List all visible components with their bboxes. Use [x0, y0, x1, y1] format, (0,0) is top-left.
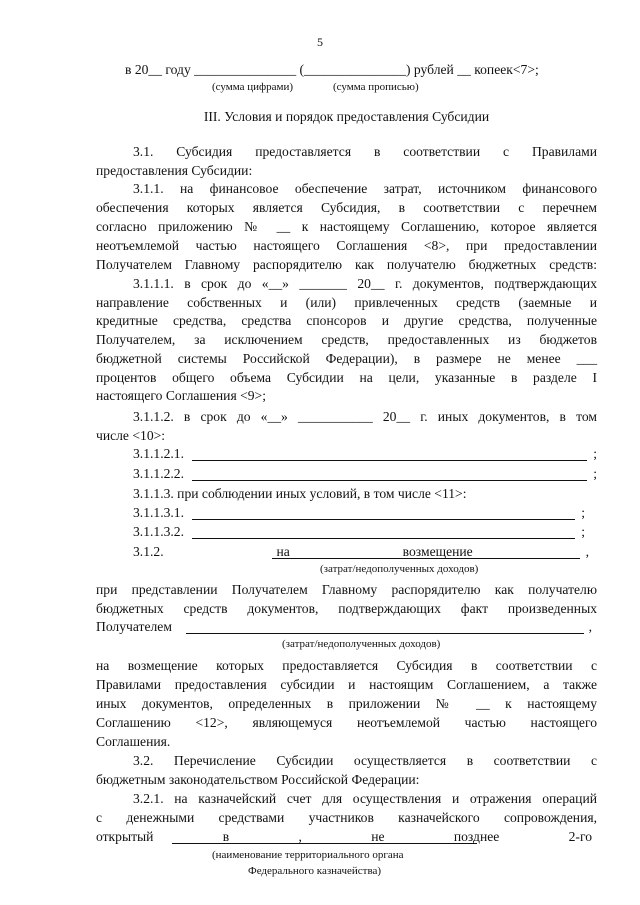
blank-line	[192, 460, 587, 461]
text-line: Соглашения.	[96, 734, 171, 749]
text-line: при представлении Получателем Главному распорядителю как получателю	[96, 582, 597, 597]
text-line: 3.2. Перечисление Субсидии осуществляется в соответствии с	[133, 753, 597, 768]
caption: (сумма прописью)	[333, 81, 419, 93]
blank-line	[186, 633, 584, 634]
caption: (затрат/недополученных доходов)	[282, 638, 441, 650]
text-line: направление собственных и (или) привлеченных средств (заемные и	[96, 295, 597, 310]
blank-line	[192, 519, 575, 520]
text-line: 3.1. Субсидия предоставляется в соответствии с Правилами	[133, 144, 597, 159]
text-line: Правилами предоставления субсидии и настоящим Соглашением, а также	[96, 677, 597, 692]
text-line: бюджетной системы Российской Федерации), в размере не менее ___	[96, 351, 597, 366]
blank-line	[192, 538, 575, 539]
caption: (наименование территориального органа	[212, 849, 404, 861]
text-line: настоящего Соглашения <9>;	[96, 388, 267, 403]
text-line: 3.1.1.2.1. ;	[133, 446, 597, 461]
text-line: 3.1.1.3.1. ;	[133, 505, 585, 520]
text-line: 3.1.1. на финансовое обеспечение затрат, источником финансового	[133, 181, 597, 196]
text-line: процентов общего объема Субсидии на цели, указанные в разделе I	[96, 370, 597, 385]
text-line: 3.1.2. на возмещение ,	[133, 544, 589, 559]
text-line: 3.1.1.2. в срок до «__» ___________ 20__ г. иных документов, в том	[133, 409, 597, 424]
blank-line	[272, 558, 580, 559]
text-line: Соглашению <12>, являющемуся неотъемлемой частью настоящего	[96, 715, 597, 730]
text-line: на возмещение которых предоставляется Субсидия в соответствии с	[96, 658, 597, 673]
text-line: иных документов, определенных в приложении № __ к настоящему	[96, 696, 597, 711]
text-line: неотъемлемой частью настоящего Соглашения <8>, при предоставлении	[96, 238, 597, 253]
caption: (сумма цифрами)	[212, 81, 294, 93]
text-line: Получателем ,	[96, 619, 592, 634]
text-line: в 20__ году _______________ (_______________) рублей __ копеек<7>;	[125, 62, 539, 77]
text-line: 3.1.1.3.2. ;	[133, 524, 585, 539]
text-line: 3.1.1.2.2. ;	[133, 466, 597, 481]
text-line: с денежными средствами участников казначейского сопровождения,	[96, 810, 597, 825]
text-line: 3.2.1. на казначейский счет для осуществления и отражения операций	[133, 791, 597, 806]
text-line: бюджетным законодательством Российской Федерации:	[96, 772, 420, 787]
text-line: открытый в , не позднее 2-го	[96, 829, 592, 844]
text-line: согласно приложению № __ к настоящему Соглашению, которое является	[96, 219, 597, 234]
text-line: Получателем, за исключением средств, предоставленных из бюджетов	[96, 332, 597, 347]
page-number: 5	[317, 35, 323, 49]
text-line: 3.1.1.1. в срок до «__» _______ 20__ г. документов, подтверждающих	[133, 276, 597, 291]
text-line: кредитные средства, средства спонсоров и другие средства, полученные	[96, 313, 597, 328]
blank-line	[192, 480, 587, 481]
text-line: числе <10>:	[96, 428, 166, 443]
blank-line	[172, 843, 477, 844]
caption: Федерального казначейства)	[248, 865, 382, 877]
text-line: Получателем Главному распорядителю как получателю бюджетных средств:	[96, 257, 597, 272]
text-line: обеспечения которых является Субсидия, в соответствии с перечнем	[96, 200, 597, 215]
text-line: бюджетных средств документов, подтверждающих факт произведенных	[96, 601, 597, 616]
text-line: 3.1.1.3. при соблюдении иных условий, в том числе <11>:	[133, 486, 467, 501]
caption: (затрат/недополученных доходов)	[320, 563, 479, 575]
section-heading: III. Условия и порядок предоставления Субсидии	[203, 109, 490, 124]
text-line: предоставления Субсидии:	[96, 163, 253, 178]
